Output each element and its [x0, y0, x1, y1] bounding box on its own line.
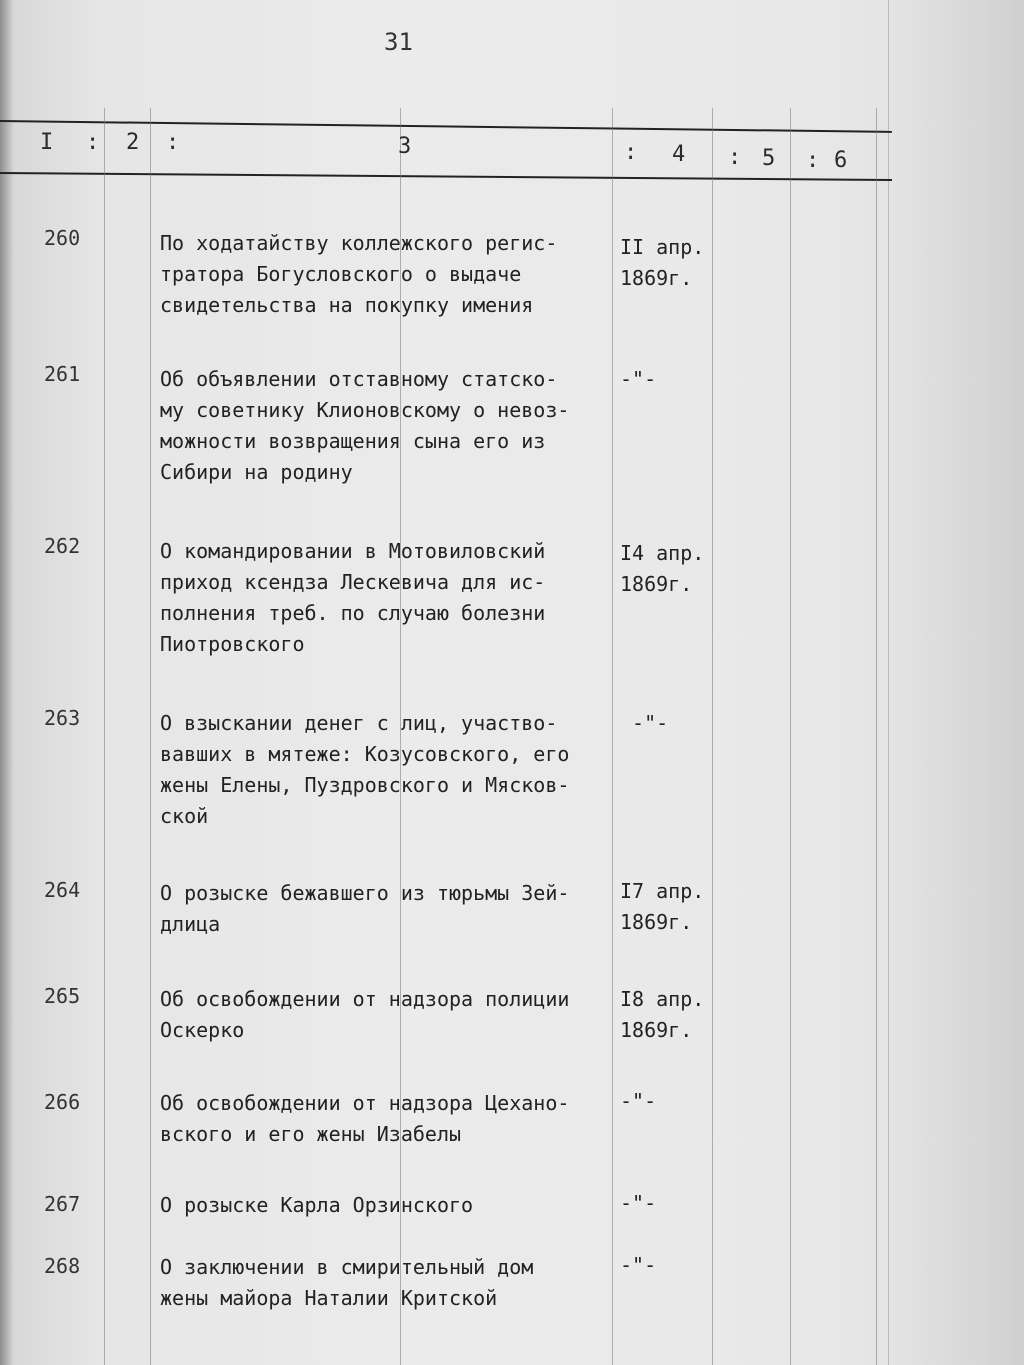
entry-date [620, 364, 720, 395]
header-colon: : [624, 140, 638, 165]
text-line: можности возвращения сына его из [160, 429, 546, 453]
entry-date [620, 538, 720, 600]
date-line: I7 апр. [620, 879, 705, 903]
entry-text [160, 536, 615, 660]
entry-date [620, 876, 720, 938]
entry-date [620, 232, 720, 294]
header-colon: : [86, 130, 100, 155]
entry-date [620, 984, 720, 1046]
header-col-3: 3 [398, 134, 412, 159]
page-number: 31 [384, 28, 413, 56]
date-line: 1869г. [620, 266, 693, 290]
date-line: I8 апр. [620, 987, 705, 1011]
text-line: му советнику Клионовскому о невоз- [160, 398, 570, 422]
entry-number: 262 [44, 534, 81, 558]
header-col-5: 5 [762, 146, 776, 171]
text-line: О розыске Карла Орзинского [160, 1193, 474, 1217]
entry-number: 266 [44, 1090, 81, 1114]
column-divider [150, 108, 151, 1365]
header-colon: : [806, 148, 820, 173]
date-line: -"- [620, 367, 657, 391]
date-line: 1869г. [620, 1018, 693, 1042]
text-line: По ходатайству коллежского регис- [160, 231, 558, 255]
entry-number: 260 [44, 226, 81, 250]
text-line: О командировании в Мотовиловский [160, 539, 546, 563]
text-line: приход ксендза Лескевича для ис- [160, 570, 546, 594]
entry-number: 264 [44, 878, 81, 902]
date-line: -"- [620, 1089, 657, 1113]
entry-date [620, 1250, 720, 1281]
text-line: О розыске бежавшего из тюрьмы Зей- [160, 881, 570, 905]
text-line: Оскерко [160, 1018, 245, 1042]
text-line: Сибири на родину [160, 460, 353, 484]
entry-number: 265 [44, 984, 81, 1008]
header-col-4: 4 [672, 142, 686, 167]
entry-text [160, 1252, 615, 1314]
text-line: полнения треб. по случаю болезни [160, 601, 546, 625]
header-colon: : [166, 130, 180, 155]
text-line: О заключении в смирительный дом [160, 1255, 534, 1279]
entry-text [160, 1190, 615, 1221]
header-bottom-rule [0, 172, 892, 181]
text-line: жены Елены, Пуздровского и Мясков- [160, 773, 570, 797]
entry-date [620, 708, 720, 739]
text-line: Об освобождении от надзора Цехано- [160, 1091, 570, 1115]
text-line: вавших в мятеже: Козусовского, его [160, 742, 570, 766]
header-col-1: I [40, 130, 54, 155]
entry-number: 261 [44, 362, 81, 386]
entry-date [620, 1086, 720, 1117]
entry-date [620, 1188, 720, 1219]
date-line: II апр. [620, 235, 705, 259]
text-line: свидетельства на покупку имения [160, 293, 534, 317]
text-line: ской [160, 804, 209, 828]
entry-number: 263 [44, 706, 81, 730]
date-line: 1869г. [620, 572, 693, 596]
entry-number: 268 [44, 1254, 81, 1278]
entry-text [160, 708, 615, 832]
entry-text [160, 364, 615, 488]
text-line: вского и его жены Изабелы [160, 1122, 462, 1146]
text-line: О взыскании денег с лиц, участво- [160, 711, 558, 735]
date-line: I4 апр. [620, 541, 705, 565]
column-divider [104, 108, 105, 1365]
text-line: жены майора Наталии Критской [160, 1286, 498, 1310]
date-line: 1869г. [620, 910, 693, 934]
entry-number: 267 [44, 1192, 81, 1216]
date-line: -"- [620, 1253, 657, 1277]
date-line: -"- [620, 1191, 657, 1215]
header-col-6: 6 [834, 148, 848, 173]
text-line: длица [160, 912, 221, 936]
text-line: Об освобождении от надзора полиции [160, 987, 570, 1011]
date-line: -"- [620, 711, 669, 735]
text-line: Пиотровского [160, 632, 305, 656]
header-colon: : [728, 145, 742, 170]
underlying-page-edge [888, 0, 1024, 1365]
entry-text [160, 1088, 615, 1150]
entry-text [160, 878, 615, 940]
entry-text [160, 984, 615, 1046]
header-col-2: 2 [126, 130, 140, 155]
entry-text [160, 228, 615, 321]
column-divider [790, 108, 791, 1365]
page-shadow [0, 0, 14, 1365]
text-line: Об объявлении отставному статско- [160, 367, 558, 391]
column-divider [876, 108, 877, 1365]
text-line: тратора Богусловского о выдаче [160, 262, 522, 286]
